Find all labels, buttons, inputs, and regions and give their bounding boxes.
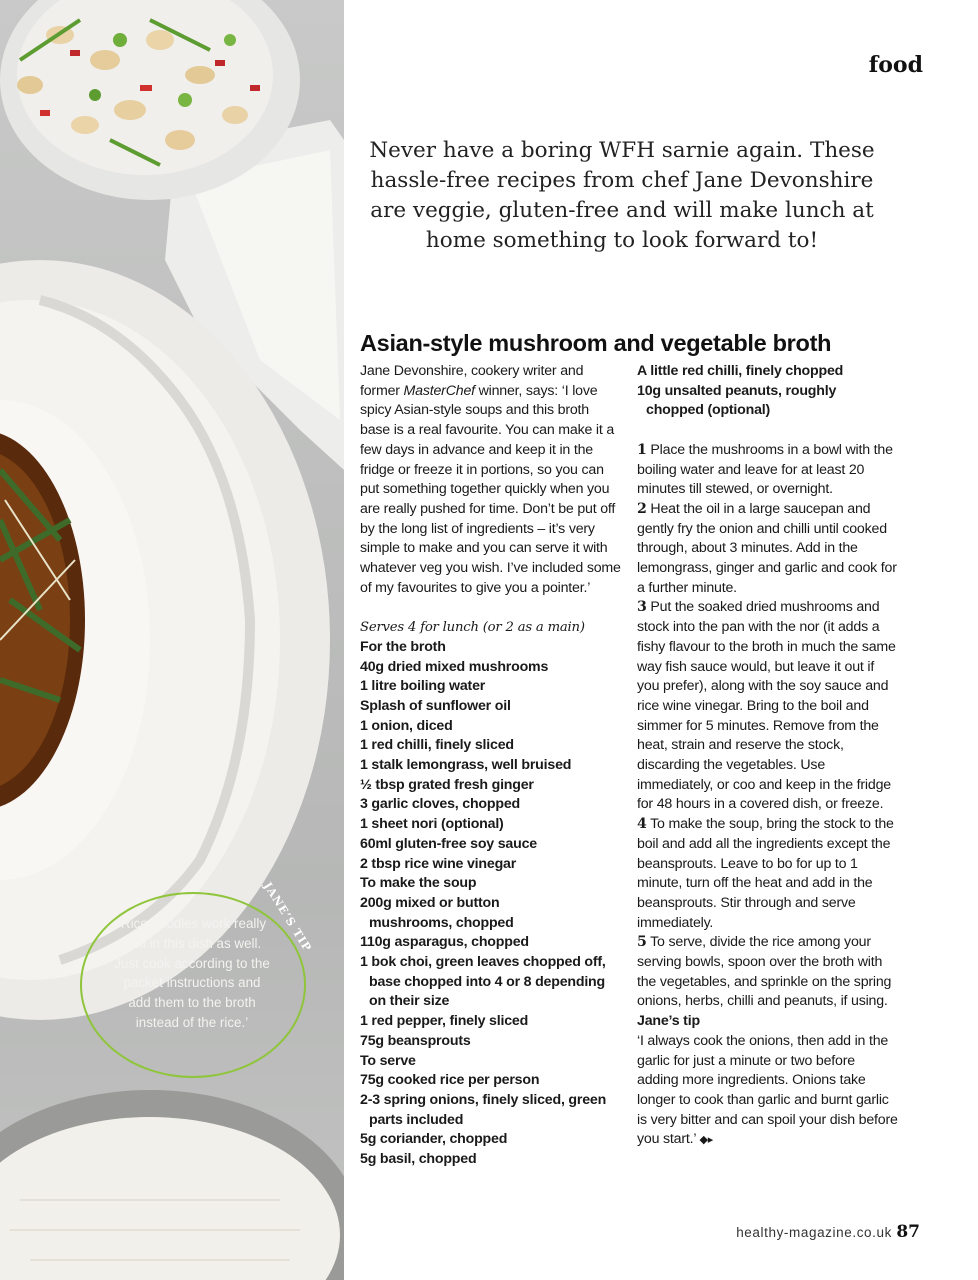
ingredient-item-cont: chopped (optional) [646, 402, 771, 419]
ingredient-item: 5g basil, chopped [360, 1151, 477, 1168]
ingredient-item: 1 stalk lemongrass, well bruised [360, 757, 572, 774]
ingredient-item: A little red chilli, finely chopped [637, 363, 844, 379]
tip-text: ‘I always cook the onions, then add in the garlic for just a minute or two before adding more ingredients. Onions take longer to cook than garlic and burnt garlic is very bitter and can spoil your dish before you start.’ ◆▸ [637, 1032, 898, 1148]
ingredient-item: Splash of sunflower oil [360, 697, 511, 714]
soup-ingredients [360, 894, 622, 1052]
step-number: 1 [637, 441, 647, 458]
soup-heading: To make the soup [360, 875, 477, 892]
photo-tip-text: ‘Rice noodles work really well in this dish as well. Just cook according to the packet instructions and add them to the broth instead of the rice.’ [114, 916, 270, 1030]
page-footer [736, 1222, 920, 1242]
ingredient-item: 60ml gluten-free soy sauce [360, 835, 537, 852]
serve-ingredients [360, 1071, 622, 1170]
method-step: 5 To serve, divide the rice among your serving bowls, spoon over the broth with the vegetables, and sprinkle on the spring onions, herbs, chilli and peanuts, if using. [637, 934, 892, 1010]
section-label: food [868, 52, 923, 78]
ingredient-item-cont: base chopped into 4 or 8 depending [369, 973, 605, 990]
ingredient-item: 40g dried mixed mushrooms [360, 658, 549, 675]
recipe-column-left [360, 362, 622, 1170]
photo-illustration [0, 0, 344, 1280]
step-number: 5 [637, 934, 647, 951]
ingredient-item: 3 garlic cloves, chopped [360, 796, 520, 813]
ingredient-item: 5g coriander, chopped [360, 1131, 508, 1148]
recipe-title: Asian-style mushroom and vegetable broth [360, 330, 832, 356]
method-step: 2 Heat the oil in a large saucepan and gently fry the onion and chilli until cooked through, about 3 minutes. Add in the lemongrass, ginger and garlic and cook for a further minute. [637, 500, 897, 596]
method-step: 4 To make the soup, bring the stock to the boil and add all the ingredients except the beansprouts. Leave to bo for up to 1 minute, turn off the heat and add in the beansprouts. Stir through and serve immediately. [637, 816, 894, 931]
ingredient-item: ½ tbsp grated fresh ginger [360, 776, 534, 793]
photo-tip-label [262, 880, 342, 990]
broth-heading: For the broth [360, 638, 446, 655]
ingredient-item: 1 bok choi, green leaves chopped off, [360, 954, 606, 971]
ingredient-item: 1 red pepper, finely sliced [360, 1013, 529, 1030]
intro-standfirst: Never have a boring WFH sarnie again. These hassle-free recipes from chef Jane Devonshire are veggie, gluten-free and will make lunch at home something to look forward to! [369, 138, 875, 253]
broth-ingredients [360, 658, 622, 875]
show-name: MasterChef [403, 382, 475, 399]
ingredient-item: 1 red chilli, finely sliced [360, 737, 514, 754]
ingredient-item: 10g unsalted peanuts, roughly [637, 382, 837, 399]
method-step: 3 Put the soaked dried mushrooms and stock into the pan with the nor (it adds a fishy flavour to the broth in much the same way fish sauce would, but leave it out if you prefer), along with the soy sauce and rice wine vinegar. Bring to the boil and simmer for 5 minutes. Remove from the heat, strain and reserve the stock, discarding the vegetables. Use immediately, or coo and keep in the fridge for 48 hours in a covered dish, or freeze. [637, 599, 896, 813]
ingredient-item: 1 litre boiling water [360, 678, 486, 695]
method-steps [637, 441, 899, 1012]
page-number: 87 [896, 1222, 920, 1242]
recipe-column-right [637, 362, 899, 1151]
ingredient-item: 2 tbsp rice wine vinegar [360, 855, 517, 872]
serve-heading: To serve [360, 1052, 416, 1069]
ingredient-item: 2-3 spring onions, finely sliced, green [360, 1092, 607, 1108]
ingredient-item: 110g asparagus, chopped [360, 934, 529, 951]
method-step: 1 Place the mushrooms in a bowl with the boiling water and leave for at least 20 minutes till stewed, or overnight. [637, 441, 893, 498]
step-number: 4 [637, 816, 647, 833]
serves-line: Serves 4 for lunch (or 2 as a main) [360, 620, 585, 636]
step-number: 3 [637, 599, 647, 616]
photo-tip-label-text: JANE’S TIP [260, 880, 315, 955]
recipe-description: Jane Devonshire, cookery writer and former MasterChef winner, says: ‘I love spicy Asian-style soups and this broth base is a real favourite. You can make it a few days in advance and keep it in the fridge or freeze it in portions, so you can put something together quickly when you are really pushed for time. Don’t be put off by the long list of ingredients – it’s very simple to make and you can serve it with whatever veg you wish. I’ve included some of my favourites to give you a pointer.’ [360, 363, 621, 596]
ingredient-item: 1 onion, diced [360, 717, 453, 734]
food-photo [0, 0, 344, 1280]
ingredient-item: 75g beansprouts [360, 1032, 471, 1049]
ingredient-item-cont: parts included [369, 1111, 464, 1128]
ingredient-item: 200g mixed or button [360, 894, 500, 911]
ingredient-item: 1 sheet nori (optional) [360, 816, 504, 833]
ingredient-item-cont: mushrooms, chopped [369, 914, 514, 931]
ingredient-item-cont: on their size [369, 993, 450, 1010]
step-number: 2 [637, 500, 647, 517]
ingredient-item: 75g cooked rice per person [360, 1072, 540, 1089]
tip-heading: Jane’s tip [637, 1013, 700, 1030]
end-mark-icon: ◆▸ [699, 1134, 714, 1147]
site-url: healthy-magazine.co.uk [736, 1225, 892, 1240]
